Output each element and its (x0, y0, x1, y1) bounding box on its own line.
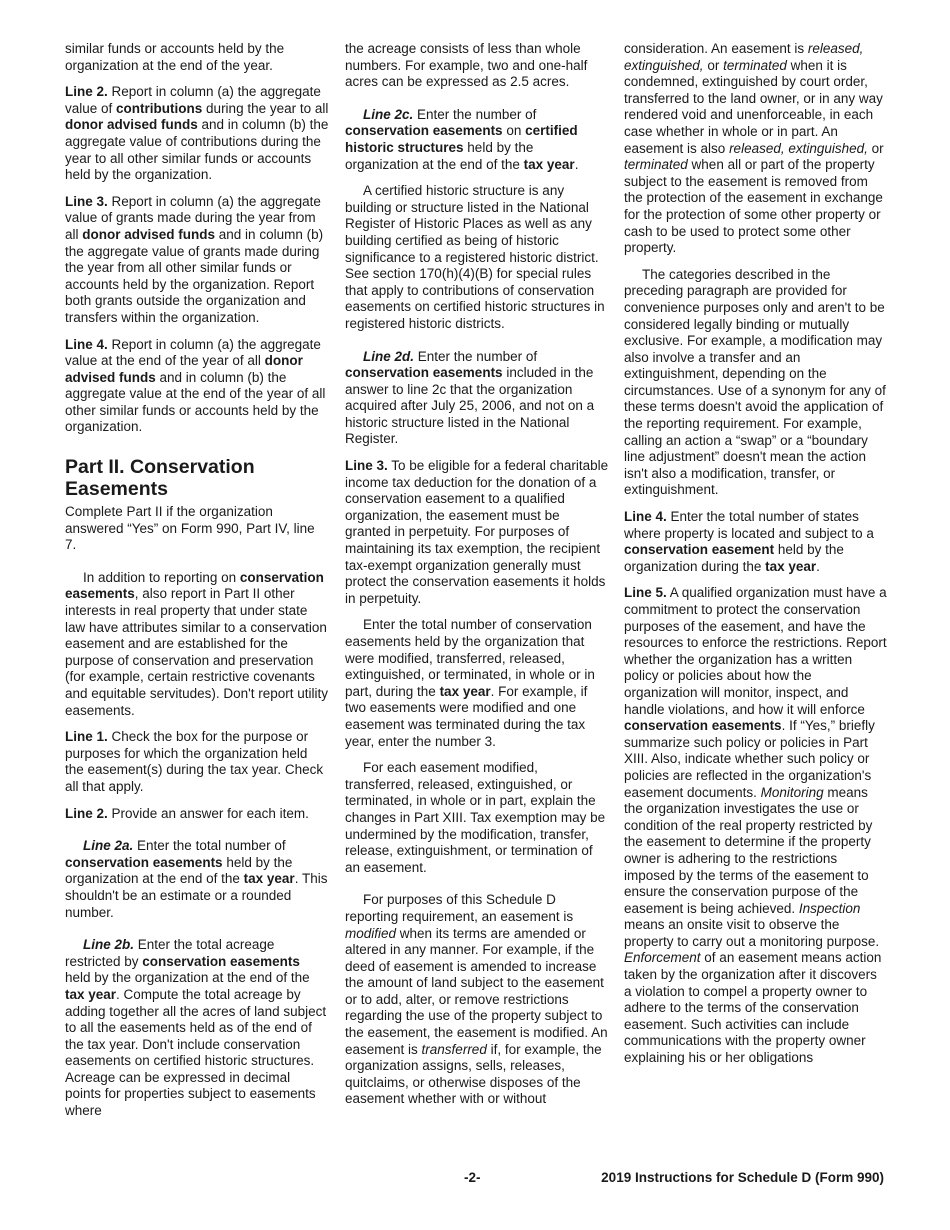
paragraph-line-4: Line 4. Report in column (a) the aggregate value at the end of the year of all donor advised funds and in column (b) the aggregate value at the end of the year of all other similar funds or accounts held by the organization. (65, 336, 326, 435)
paragraph-additional-interests: In addition to reporting on conservation easements, also report in Part II other interests in real property that under state law have attributes similar to a conservation easement and are established for the purpose of conservation and preservation (for example, certain restrictive covenants and equitable servitudes). Don't report utility easements. (65, 569, 328, 718)
paragraph-line-3: Line 3. To be eligible for a federal charitable income tax deduction for the donation of a conservation easement to a qualified organization, the easement must be granted in perpetuity. For purposes of maintaining its tax exemption, the recipient tax-exempt organization generally must protect the conservation easements it holds in perpetuity. (345, 458, 609, 606)
paragraph-line-4: Line 4. Enter the total number of states where property is located and subject to a conservation easement held by the organization during the tax year. (624, 509, 874, 574)
paragraph-certified-historic-structure: A certified historic structure is any building or structure listed in the National Register of Historic Places as well as any building certified as being of historic significance to a registered historic district. See section 170(h)(4)(B) for special rules that apply to contributions of conservation easements on certified historic structures in registered historic districts. (345, 183, 605, 331)
paragraph-line-2a: Line 2a. Enter the total number of conservation easements held by the organization at the end of the tax year. This shouldn't be an estimate or a rounded number. (65, 838, 328, 920)
paragraph-for-purposes: For purposes of this Schedule D reporting requirement, an easement is modified when its terms are amended or altered in any manner. For example, if the deed of easement is amended to increase the amount of land subject to the easement or to add, alter, or remove restrictions regarding the use of the property subject to the easement, the easement is modified. An easement is transferred if, for example, the organization assigns, sells, releases, quitclaims, or otherwise disposes of the easement whether with or without (345, 892, 608, 1107)
column-3 (624, 41, 888, 1077)
paragraph-each-easement: For each easement modified, transferred, released, extinguished, or terminated, in whole or in part, explain the changes in Part XIII. Tax exemption may be undermined by the modification, transfer, release, extinguishment, or termination of an easement. (345, 760, 606, 875)
column-1 (65, 41, 329, 1130)
column-2 (345, 41, 609, 1118)
paragraph-part-ii-intro: Complete Part II if the organization answered “Yes” on Form 990, Part IV, line 7. (65, 504, 315, 553)
paragraph-line-1: Line 1. Check the box for the purpose or purposes for which the organization held the easement(s) during the tax year. Check all that apply. (65, 729, 324, 794)
paragraph-continued: the acreage consists of less than whole numbers. For example, two and one-half acres can be expressed as 2.5 acres. (345, 41, 588, 90)
paragraph-continued: similar funds or accounts held by the organization at the end of the year. (65, 41, 285, 73)
paragraph-line-5: Line 5. A qualified organization must have a commitment to protect the conservation purposes of the easement, and have the resources to enforce the restrictions. Report whether the organization has a written policy or policies about how the organization will monitor, inspect, and handle violations, and how it will enforce conservation easements. If “Yes,” briefly summarize such policy or policies in Part XIII. Also, indicate whether such policy or policies are reflected in the organization's easement documents. Monitoring means the organization investigates the use or condition of the real property restricted by the easement to determine if the property owner is adhering to the restrictions imposed by the terms of the easement to ensure the conservation purpose of the easement is being achieved. Inspection means an onsite visit to observe the property to carry out a monitoring purpose. Enforcement of an easement means action taken by the organization after it discovers a violation to compel a property owner to adhere to the terms of the conservation easement. Such activities can include communications with the property owner explaining his or her obligations (624, 585, 887, 1066)
paragraph-line-3: Line 3. Report in column (a) the aggregate value of grants made during the year from all donor advised funds and in column (b) the aggregate value of grants made during the year from all other similar funds or accounts held by the organization. Report both grants outside the organization and transfers within the organization. (65, 193, 324, 325)
footer-document-title: 2019 Instructions for Schedule D (Form 990) (601, 1170, 884, 1185)
section-heading-part-ii: Part II. Conservation Easements (65, 456, 255, 501)
paragraph-line-2d: Line 2d. Enter the number of conservation easements included in the answer to line 2c that the organization acquired after July 25, 2006, and not on a historic structure listed in the National Register. (345, 348, 595, 447)
paragraph-line-2: Line 2. Report in column (a) the aggregate value of contributions during the year to all donor advised funds and in column (b) the aggregate value of contributions during the year to all other similar funds or accounts held by the organization. (65, 84, 329, 183)
paragraph-continued: consideration. An easement is released, extinguished, or terminated when it is condemned, extinguished by court order, transferred to the land owner, or in any way rendered void and unenforceable, in each case whether in whole or in part. An easement is also released, extinguished, or terminated when all or part of the property subject to the easement is removed from the protection of the easement in exchange for the protection of some other property or cash to be used to protect some other property. (624, 41, 884, 256)
paragraph-enter-total: Enter the total number of conservation easements held by the organization that were modified, transferred, released, extinguished, or terminated, in whole or in part, during the tax year. For example, if two easements were modified and one easement was terminated during the tax year, enter the number 3. (345, 617, 595, 749)
paragraph-line-2c: Line 2c. Enter the number of conservation easements on certified historic structures held by the organization at the end of the tax year. (345, 106, 579, 172)
page-number: -2- (464, 1170, 481, 1185)
paragraph-categories: The categories described in the preceding paragraph are provided for convenience purposes only and aren't to be considered legally binding or mutually exclusive. For example, a modification may also involve a transfer and an extinguishment, depending on the circumstances. Use of a synonym for any of these terms doesn't avoid the application of the reporting requirement. For example, calling an action a “swap” or a “boundary line adjustment” doesn't mean the action isn't also a modification, transfer, or extinguishment. (624, 266, 886, 498)
paragraph-line-2b: Line 2b. Enter the total acreage restricted by conservation easements held by the organization at the end of the tax year. Compute the total acreage by adding together all the acres of land subject to all the easements held as of the end of the tax year. Don't include conservation easements on certified historic structures. Acreage can be expressed in decimal points for properties subject to easements where (65, 937, 327, 1119)
paragraph-line-2-general: Line 2. Provide an answer for each item. (65, 805, 309, 821)
